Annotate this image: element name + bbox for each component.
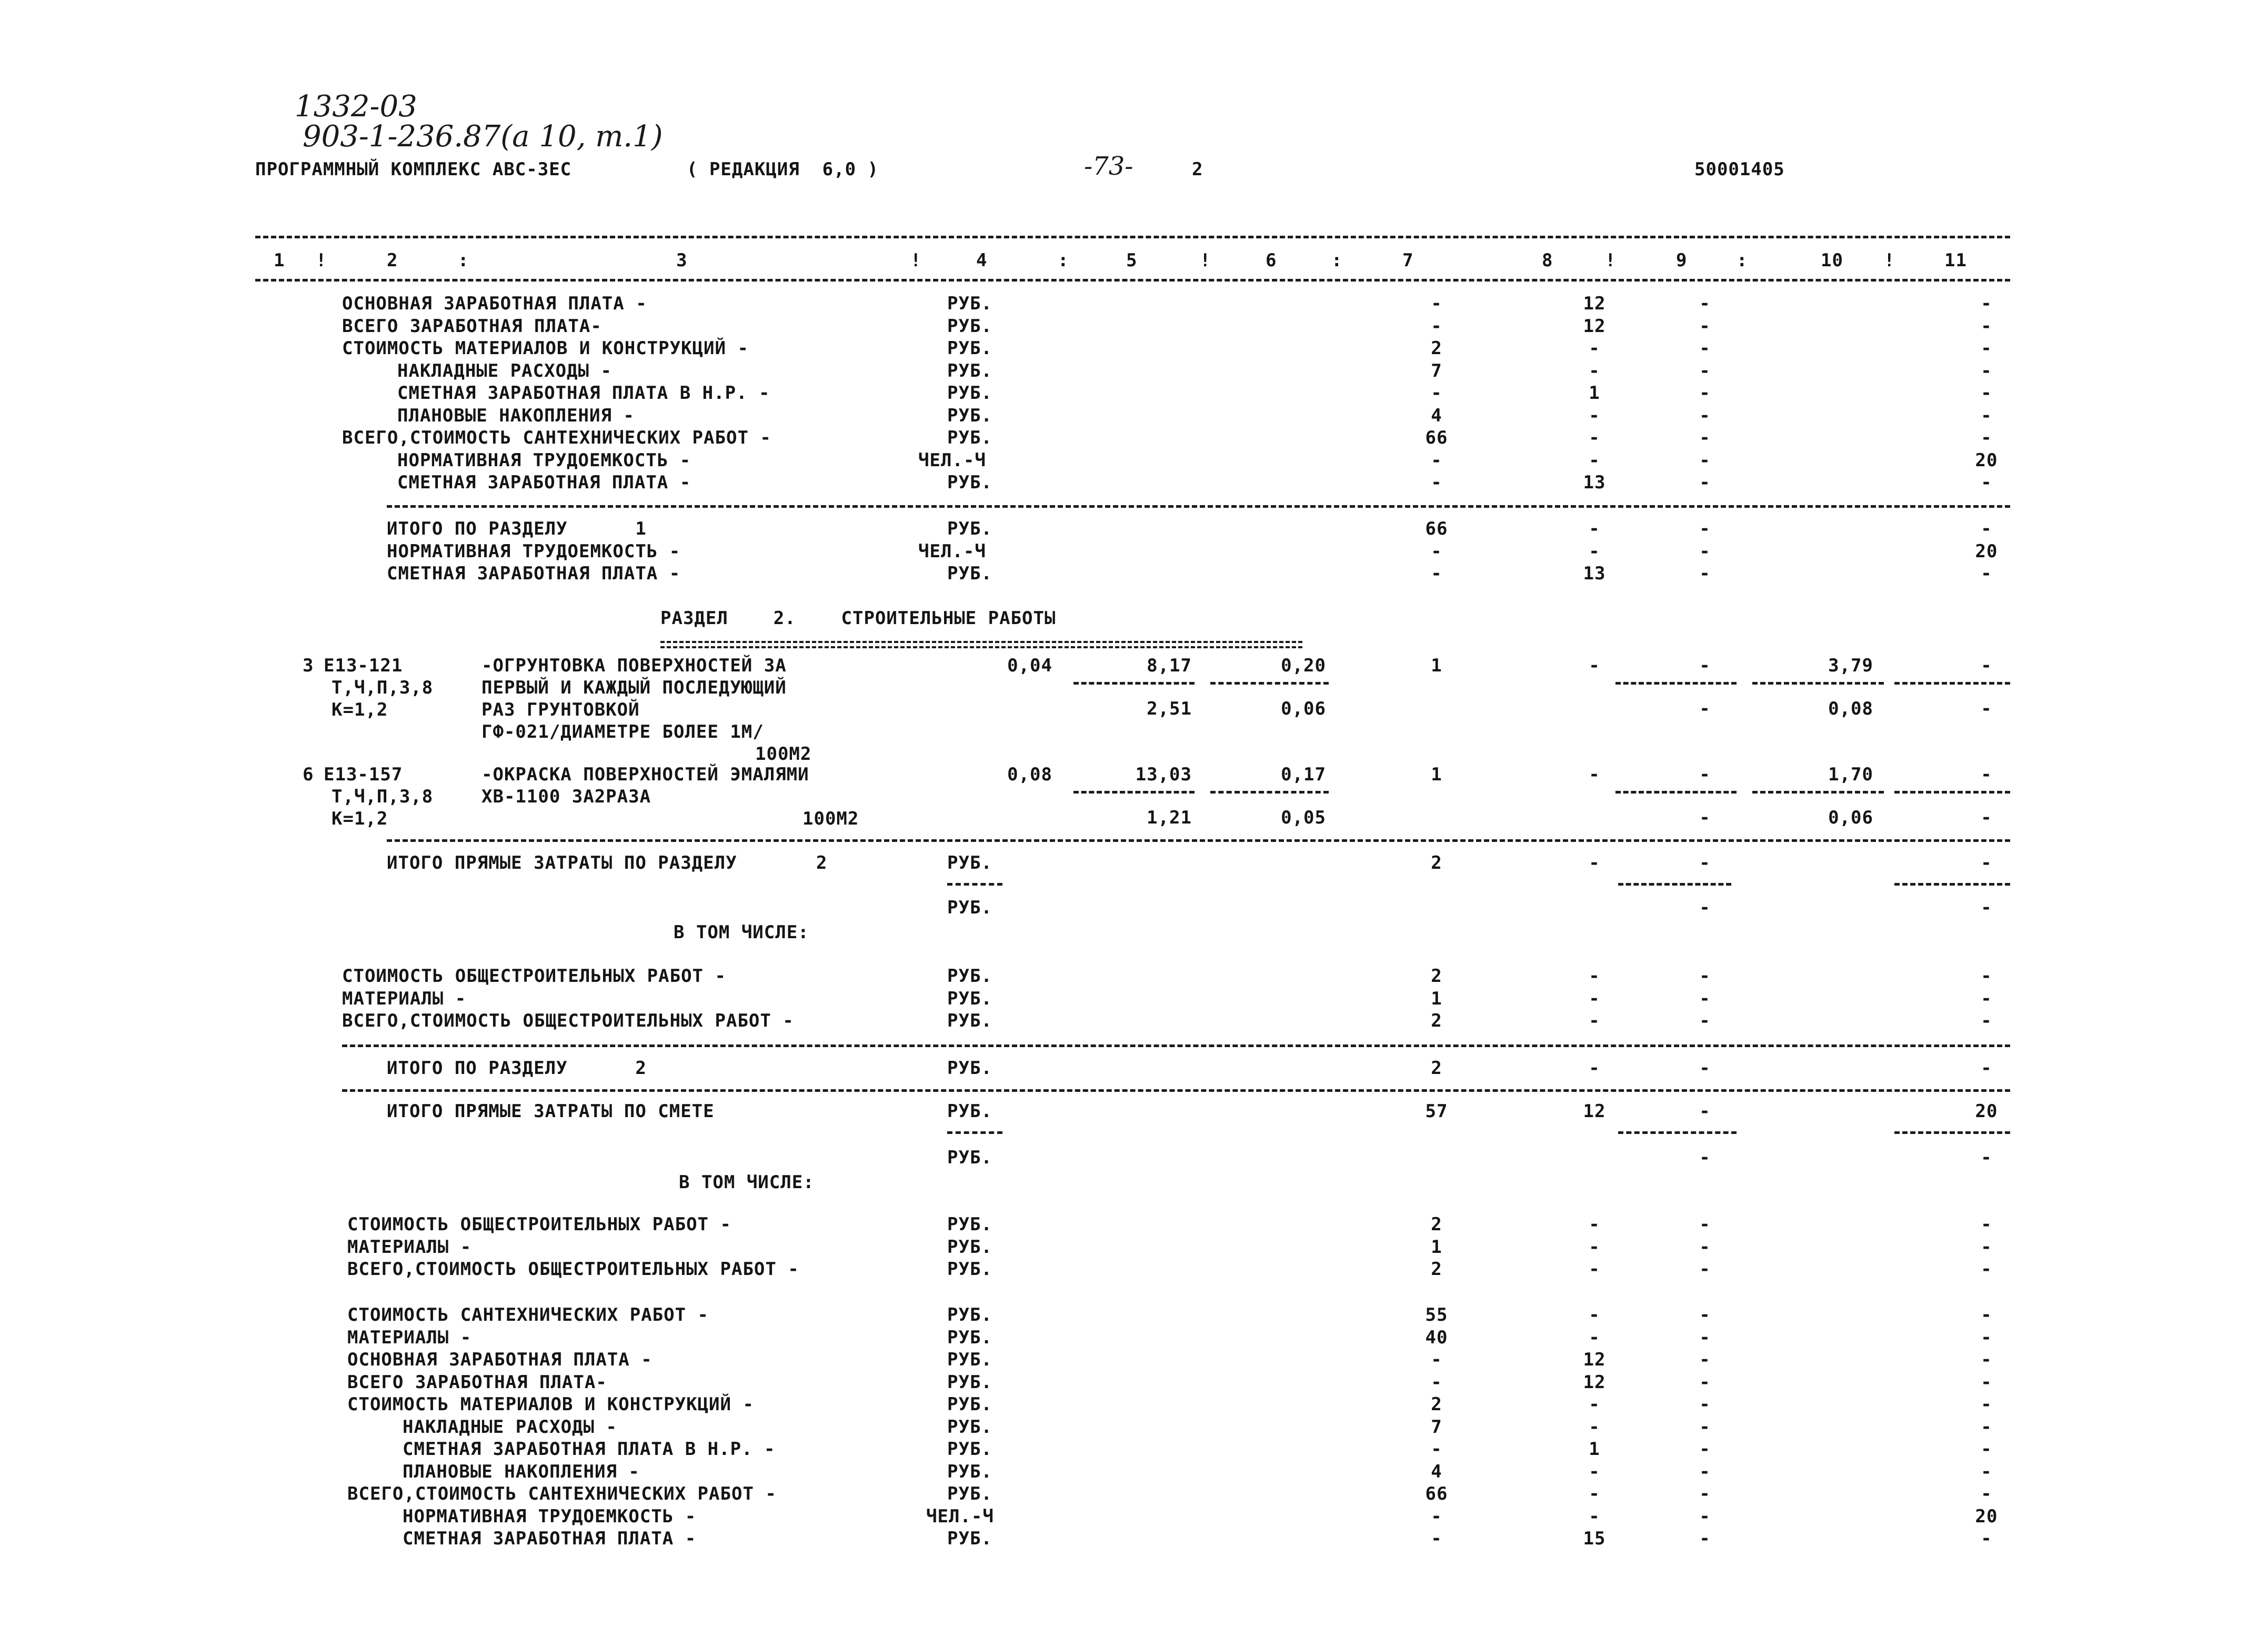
line-item-col7: 66 xyxy=(1425,427,1448,448)
estimate-summary-unit: РУБ. xyxy=(947,1394,992,1415)
estimate-summary-col8: 15 xyxy=(1583,1528,1606,1549)
estimate-breakdown-col9: - xyxy=(1699,1236,1711,1258)
line-item-col8: - xyxy=(1589,427,1600,448)
estimate-item-unit: 100М2 xyxy=(802,808,859,829)
estimate-summary-col7: 66 xyxy=(1425,1483,1448,1504)
unit-price-rule xyxy=(1210,791,1329,794)
estimate-summary-col9: - xyxy=(1699,1371,1711,1393)
estimate-summary-col9: - xyxy=(1699,1528,1711,1549)
estimate-item-unit: 100М2 xyxy=(755,744,812,765)
line-item-col8: - xyxy=(1589,405,1600,426)
estimate-direct-total-col11: 20 xyxy=(1975,1101,1998,1122)
section-total-name: ИТОГО ПО РАЗДЕЛУ 1 xyxy=(387,518,647,539)
line-item-col9: - xyxy=(1699,427,1711,448)
estimate-summary-unit: РУБ. xyxy=(947,1349,992,1370)
estimate-direct-total-col8: 12 xyxy=(1583,1101,1606,1122)
estimate-breakdown-col8: - xyxy=(1589,1214,1600,1235)
breakdown-item-unit: РУБ. xyxy=(947,988,992,1009)
line-item-col7: - xyxy=(1431,383,1442,404)
estimate-summary-col11: - xyxy=(1981,1528,1992,1549)
estimate-item-col10-wage: 0,08 xyxy=(1828,698,1873,719)
estimate-summary-col7: 55 xyxy=(1425,1304,1448,1325)
estimate-summary-col11: - xyxy=(1981,1416,1992,1438)
breakdown-item-col7: 2 xyxy=(1431,1010,1442,1031)
estimate-breakdown-col7: 1 xyxy=(1431,1236,1442,1258)
direct-costs-section-unit-2: РУБ. xyxy=(947,897,992,918)
estimate-summary-col7: - xyxy=(1431,1349,1442,1370)
column-header-5: 5 xyxy=(1126,250,1138,271)
line-item-name: СМЕТНАЯ ЗАРАБОТНАЯ ПЛАТА В Н.Р. - xyxy=(397,383,770,404)
estimate-summary-unit: РУБ. xyxy=(947,1439,992,1460)
estimate-summary-col8: - xyxy=(1589,1327,1600,1348)
estimate-summary-unit: РУБ. xyxy=(947,1416,992,1438)
section2-total-col7: 2 xyxy=(1431,1058,1442,1079)
section-total-col11: 20 xyxy=(1975,540,1998,562)
breakdown-item-col11: - xyxy=(1981,1010,1992,1031)
cost-rule xyxy=(1615,791,1737,794)
estimate-item-col6-wage: 0,05 xyxy=(1281,807,1326,828)
breakdown-item-col8: - xyxy=(1589,1010,1600,1031)
direct-costs-section-col9: - xyxy=(1699,852,1711,873)
estimate-direct-total-col9-2: - xyxy=(1699,1147,1711,1168)
estimate-breakdown-unit: РУБ. xyxy=(947,1259,992,1280)
section-total-col7: - xyxy=(1431,540,1442,562)
estimate-summary-col11: 20 xyxy=(1975,1505,1998,1527)
estimate-summary-col9: - xyxy=(1699,1505,1711,1527)
estimate-summary-col7: - xyxy=(1431,1528,1442,1549)
estimate-summary-name: МАТЕРИАЛЫ - xyxy=(347,1327,472,1348)
line-item-col11: - xyxy=(1981,472,1992,493)
column-separator: ! xyxy=(1200,250,1211,271)
estimate-item-description: ГФ-021/ДИАМЕТРЕ БОЛЕЕ 1М/ xyxy=(481,721,764,742)
line-item-unit: РУБ. xyxy=(947,315,992,337)
line-item-col7: 2 xyxy=(1431,338,1442,359)
estimate-summary-col7: - xyxy=(1431,1505,1442,1527)
estimate-item-col5-wage: 1,21 xyxy=(1147,807,1192,828)
estimate-item-col6: 0,20 xyxy=(1281,655,1326,676)
direct-costs-section-name: ИТОГО ПРЯМЫЕ ЗАТРАТЫ ПО РАЗДЕЛУ 2 xyxy=(387,852,828,873)
line-item-unit: РУБ. xyxy=(947,360,992,381)
section-total-col9: - xyxy=(1699,540,1711,562)
estimate-item-col10-wage: 0,06 xyxy=(1828,807,1873,828)
estimate-item-col11-wage: - xyxy=(1981,807,1992,828)
direct-costs-section-col7: 2 xyxy=(1431,852,1442,873)
breakdown-item-col9: - xyxy=(1699,966,1711,987)
estimate-breakdown-unit: РУБ. xyxy=(947,1214,992,1235)
estimate-summary-col9: - xyxy=(1699,1304,1711,1325)
estimate-breakdown-col11: - xyxy=(1981,1214,1992,1235)
estimate-summary-col9: - xyxy=(1699,1483,1711,1504)
estimate-summary-col8: - xyxy=(1589,1304,1600,1325)
estimate-breakdown-col7: 2 xyxy=(1431,1214,1442,1235)
section-total-unit: ЧЕЛ.-Ч xyxy=(918,540,986,562)
breakdown-item-col7: 1 xyxy=(1431,988,1442,1009)
estimate-summary-col9: - xyxy=(1699,1439,1711,1460)
estimate-item-coefficient: К=1,2 xyxy=(332,808,388,829)
line-item-col7: - xyxy=(1431,315,1442,337)
estimate-item-col6-wage: 0,06 xyxy=(1281,698,1326,719)
line-item-name: НОРМАТИВНАЯ ТРУДОЕМКОСТЬ - xyxy=(397,449,691,471)
estimate-item-col9: - xyxy=(1699,764,1711,785)
cost-rule xyxy=(1894,791,2010,794)
estimate-summary-col8: - xyxy=(1589,1394,1600,1415)
section2-total-name: ИТОГО ПО РАЗДЕЛУ 2 xyxy=(387,1058,647,1079)
line-item-col8: - xyxy=(1589,338,1600,359)
line-item-col11: - xyxy=(1981,315,1992,337)
column-header-11: 11 xyxy=(1944,250,1967,271)
estimate-summary-col9: - xyxy=(1699,1416,1711,1438)
estimate-summary-col9: - xyxy=(1699,1349,1711,1370)
estimate-breakdown-col8: - xyxy=(1589,1236,1600,1258)
line-item-unit: РУБ. xyxy=(947,383,992,404)
estimate-summary-unit: РУБ. xyxy=(947,1327,992,1348)
line-item-col9: - xyxy=(1699,472,1711,493)
estimate-item-coefficient: Т,Ч,П,3,8 xyxy=(332,677,434,698)
estimate-summary-name: НАКЛАДНЫЕ РАСХОДЫ - xyxy=(403,1416,617,1438)
handwritten-archive-number: 1332-03 xyxy=(295,89,417,124)
line-item-col7: 4 xyxy=(1431,405,1442,426)
estimate-summary-name: СМЕТНАЯ ЗАРАБОТНАЯ ПЛАТА - xyxy=(403,1528,697,1549)
column-header-1: 1 xyxy=(274,250,285,271)
line-item-unit: РУБ. xyxy=(947,405,992,426)
document-code: 50001405 xyxy=(1694,159,1785,180)
estimate-item-description: ХВ-1100 ЗА2РАЗА xyxy=(481,786,651,807)
estimate-summary-col8: - xyxy=(1589,1483,1600,1504)
direct-costs-section-col9-2: - xyxy=(1699,897,1711,918)
estimate-summary-col11: - xyxy=(1981,1371,1992,1393)
estimate-breakdown-col11: - xyxy=(1981,1259,1992,1280)
section-total-col7: 66 xyxy=(1425,518,1448,539)
section-total-col9: - xyxy=(1699,518,1711,539)
line-item-col8: - xyxy=(1589,360,1600,381)
unit-price-rule xyxy=(1210,682,1329,685)
estimate-summary-name: ВСЕГО ЗАРАБОТНАЯ ПЛАТА- xyxy=(347,1371,607,1393)
line-item-col11: - xyxy=(1981,383,1992,404)
breakdown-item-col11: - xyxy=(1981,988,1992,1009)
breakdown-item-unit: РУБ. xyxy=(947,1010,992,1031)
estimate-summary-col11: - xyxy=(1981,1439,1992,1460)
table-header-rule xyxy=(255,279,2010,282)
section-total-name: НОРМАТИВНАЯ ТРУДОЕМКОСТЬ - xyxy=(387,540,681,562)
section-total-col8: - xyxy=(1589,540,1600,562)
line-item-col7: - xyxy=(1431,472,1442,493)
breakdown-item-unit: РУБ. xyxy=(947,966,992,987)
section-total-unit: РУБ. xyxy=(947,563,992,584)
line-item-col7: - xyxy=(1431,293,1442,314)
estimate-summary-col11: - xyxy=(1981,1349,1992,1370)
line-item-col8: 12 xyxy=(1583,293,1606,314)
estimate-item-col7: 1 xyxy=(1431,764,1442,785)
line-item-col8: 12 xyxy=(1583,315,1606,337)
estimate-direct-total-unit: РУБ. xyxy=(947,1101,992,1122)
breakdown-item-name: МАТЕРИАЛЫ - xyxy=(342,988,467,1009)
estimate-item-col9-wage: - xyxy=(1699,807,1711,828)
section2-total-unit: РУБ. xyxy=(947,1058,992,1079)
column-header-3: 3 xyxy=(676,250,688,271)
handwritten-page-number: -73- xyxy=(1084,152,1133,181)
cost-rule xyxy=(1894,1131,2010,1134)
estimate-summary-col9: - xyxy=(1699,1394,1711,1415)
section-total-col11: - xyxy=(1981,563,1992,584)
estimate-breakdown-name: МАТЕРИАЛЫ - xyxy=(347,1236,472,1258)
estimate-summary-unit: РУБ. xyxy=(947,1483,992,1504)
breakdown-item-col8: - xyxy=(1589,966,1600,987)
estimate-summary-col8: - xyxy=(1589,1416,1600,1438)
line-item-col8: - xyxy=(1589,449,1600,471)
estimate-summary-col11: - xyxy=(1981,1483,1992,1504)
estimate-summary-unit: РУБ. xyxy=(947,1461,992,1482)
line-item-col11: 20 xyxy=(1975,449,1998,471)
breakdown-item-name: СТОИМОСТЬ ОБЩЕСТРОИТЕЛЬНЫХ РАБОТ - xyxy=(342,966,726,987)
column-separator: : xyxy=(1331,250,1343,271)
line-item-col7: 7 xyxy=(1431,360,1442,381)
estimate-summary-col8: 12 xyxy=(1583,1349,1606,1370)
section-title-underline xyxy=(660,641,1302,648)
estimate-direct-total-col9: - xyxy=(1699,1101,1711,1122)
estimate-item-description: РАЗ ГРУНТОВКОЙ xyxy=(481,699,640,720)
section-total-unit: РУБ. xyxy=(947,518,992,539)
estimate-item-col7: 1 xyxy=(1431,655,1442,676)
estimate-summary-col7: - xyxy=(1431,1371,1442,1393)
column-separator: ! xyxy=(316,250,327,271)
line-item-col11: - xyxy=(1981,338,1992,359)
line-item-col11: - xyxy=(1981,427,1992,448)
estimate-summary-col11: - xyxy=(1981,1327,1992,1348)
section-total-col11: - xyxy=(1981,518,1992,539)
column-separator: : xyxy=(1737,250,1748,271)
estimate-item-col11-wage: - xyxy=(1981,698,1992,719)
line-item-unit: РУБ. xyxy=(947,293,992,314)
estimate-summary-unit: РУБ. xyxy=(947,1371,992,1393)
column-separator: ! xyxy=(910,250,922,271)
estimate-summary-name: СМЕТНАЯ ЗАРАБОТНАЯ ПЛАТА В Н.Р. - xyxy=(403,1439,776,1460)
estimate-item-coefficient: Т,Ч,П,3,8 xyxy=(332,786,434,807)
estimate-summary-name: ВСЕГО,СТОИМОСТЬ САНТЕХНИЧЕСКИХ РАБОТ - xyxy=(347,1483,777,1504)
estimate-item-col10: 1,70 xyxy=(1828,764,1873,785)
estimate-summary-name: ОСНОВНАЯ ЗАРАБОТНАЯ ПЛАТА - xyxy=(347,1349,653,1370)
estimate-item-col9-wage: - xyxy=(1699,698,1711,719)
estimate-item-code: E13-157 xyxy=(324,764,403,785)
line-item-name: ПЛАНОВЫЕ НАКОПЛЕНИЯ - xyxy=(397,405,635,426)
breakdown-item-col7: 2 xyxy=(1431,966,1442,987)
line-item-unit: ЧЕЛ.-Ч xyxy=(918,449,986,471)
section-total-col9: - xyxy=(1699,563,1711,584)
estimate-item-col5-wage: 2,51 xyxy=(1147,698,1192,719)
cost-rule xyxy=(1894,883,2010,886)
estimate-item-col4: 0,08 xyxy=(1007,764,1052,785)
section-total-col8: 13 xyxy=(1583,563,1606,584)
estimate-summary-col7: 40 xyxy=(1425,1327,1448,1348)
column-separator: : xyxy=(1058,250,1069,271)
section-total-col8: - xyxy=(1589,518,1600,539)
including-label: В ТОМ ЧИСЛЕ: xyxy=(674,922,809,943)
estimate-direct-total-name: ИТОГО ПРЯМЫЕ ЗАТРАТЫ ПО СМЕТЕ xyxy=(387,1101,715,1122)
column-header-6: 6 xyxy=(1266,250,1277,271)
line-item-col9: - xyxy=(1699,405,1711,426)
direct-costs-section-col11: - xyxy=(1981,852,1992,873)
estimate-breakdown-col9: - xyxy=(1699,1259,1711,1280)
estimate-breakdown-col9: - xyxy=(1699,1214,1711,1235)
estimate-item-description: ПЕРВЫЙ И КАЖДЫЙ ПОСЛЕДУЮЩИЙ xyxy=(481,677,787,698)
line-item-name: НАКЛАДНЫЕ РАСХОДЫ - xyxy=(397,360,612,381)
estimate-summary-col7: 4 xyxy=(1431,1461,1442,1482)
estimate-summary-col11: - xyxy=(1981,1304,1992,1325)
column-separator: ! xyxy=(1605,250,1617,271)
column-separator: : xyxy=(458,250,469,271)
column-separator: ! xyxy=(1884,250,1895,271)
estimate-summary-unit: РУБ. xyxy=(947,1528,992,1549)
breakdown-rule xyxy=(342,1045,2010,1047)
unit-price-rule xyxy=(1073,791,1195,794)
section-items-rule xyxy=(387,839,2010,842)
unit-rule xyxy=(947,883,1002,886)
section-title: РАЗДЕЛ 2. СТРОИТЕЛЬНЫЕ РАБОТЫ xyxy=(660,608,1056,629)
program-edition: ( РЕДАКЦИЯ 6,0 ) xyxy=(687,159,879,180)
direct-costs-section-col8: - xyxy=(1589,852,1600,873)
cost-rule xyxy=(1752,682,1884,685)
line-item-col9: - xyxy=(1699,383,1711,404)
estimate-breakdown-name: СТОИМОСТЬ ОБЩЕСТРОИТЕЛЬНЫХ РАБОТ - xyxy=(347,1214,731,1235)
line-item-col9: - xyxy=(1699,360,1711,381)
cost-rule xyxy=(1615,682,1737,685)
line-item-col11: - xyxy=(1981,360,1992,381)
section2-total-rule xyxy=(342,1089,2010,1092)
estimate-item-col10: 3,79 xyxy=(1828,655,1873,676)
line-item-unit: РУБ. xyxy=(947,338,992,359)
estimate-summary-name: СТОИМОСТЬ МАТЕРИАЛОВ И КОНСТРУКЦИЙ - xyxy=(347,1394,754,1415)
line-item-col11: - xyxy=(1981,293,1992,314)
estimate-breakdown-name: ВСЕГО,СТОИМОСТЬ ОБЩЕСТРОИТЕЛЬНЫХ РАБОТ - xyxy=(347,1259,799,1280)
cost-rule xyxy=(1752,791,1884,794)
column-header-2: 2 xyxy=(387,250,398,271)
estimate-item-number: 6 xyxy=(303,764,314,785)
estimate-breakdown-col7: 2 xyxy=(1431,1259,1442,1280)
estimate-item-coefficient: К=1,2 xyxy=(332,699,388,720)
breakdown-item-col9: - xyxy=(1699,988,1711,1009)
estimate-breakdown-col8: - xyxy=(1589,1259,1600,1280)
line-item-col9: - xyxy=(1699,293,1711,314)
table-top-rule xyxy=(255,236,2010,238)
including-label: В ТОМ ЧИСЛЕ: xyxy=(679,1172,815,1193)
estimate-summary-col8: 1 xyxy=(1589,1439,1600,1460)
column-header-8: 8 xyxy=(1542,250,1553,271)
section2-total-col8: - xyxy=(1589,1058,1600,1079)
breakdown-item-col9: - xyxy=(1699,1010,1711,1031)
estimate-summary-col11: - xyxy=(1981,1461,1992,1482)
estimate-summary-col7: - xyxy=(1431,1439,1442,1460)
line-item-col9: - xyxy=(1699,315,1711,337)
estimate-summary-col9: - xyxy=(1699,1327,1711,1348)
estimate-summary-name: СТОИМОСТЬ САНТЕХНИЧЕСКИХ РАБОТ - xyxy=(347,1304,709,1325)
estimate-direct-total-unit-2: РУБ. xyxy=(947,1147,992,1168)
breakdown-item-col11: - xyxy=(1981,966,1992,987)
line-item-col7: - xyxy=(1431,449,1442,471)
section2-total-col11: - xyxy=(1981,1058,1992,1079)
estimate-item-number: 3 xyxy=(303,655,314,676)
estimate-item-col9: - xyxy=(1699,655,1711,676)
estimate-item-col5: 13,03 xyxy=(1135,764,1192,785)
column-header-9: 9 xyxy=(1676,250,1688,271)
estimate-summary-name: ПЛАНОВЫЕ НАКОПЛЕНИЯ - xyxy=(403,1461,640,1482)
line-item-col8: 1 xyxy=(1589,383,1600,404)
line-item-col9: - xyxy=(1699,338,1711,359)
cost-rule xyxy=(1618,883,1731,886)
handwritten-project-code: 903-1-236.87(а 10, т.1) xyxy=(303,119,663,154)
estimate-item-col5: 8,17 xyxy=(1147,655,1192,676)
section-total-col7: - xyxy=(1431,563,1442,584)
line-item-col8: 13 xyxy=(1583,472,1606,493)
estimate-summary-col11: - xyxy=(1981,1394,1992,1415)
estimate-summary-col8: 12 xyxy=(1583,1371,1606,1393)
section2-total-col9: - xyxy=(1699,1058,1711,1079)
unit-price-rule xyxy=(1073,682,1195,685)
line-item-col11: - xyxy=(1981,405,1992,426)
line-item-name: СМЕТНАЯ ЗАРАБОТНАЯ ПЛАТА - xyxy=(397,472,691,493)
estimate-item-col8: - xyxy=(1589,655,1600,676)
estimate-item-description: -ОКРАСКА ПОВЕРХНОСТЕЙ ЭМАЛЯМИ xyxy=(481,764,809,785)
sheet-number: 2 xyxy=(1192,159,1203,180)
column-header-7: 7 xyxy=(1402,250,1414,271)
estimate-item-col11: - xyxy=(1981,655,1992,676)
estimate-item-col8: - xyxy=(1589,764,1600,785)
unit-rule xyxy=(947,1131,1002,1134)
estimate-direct-total-col7: 57 xyxy=(1425,1101,1448,1122)
estimate-summary-col7: 7 xyxy=(1431,1416,1442,1438)
estimate-summary-col9: - xyxy=(1699,1461,1711,1482)
estimate-summary-col8: - xyxy=(1589,1505,1600,1527)
breakdown-item-name: ВСЕГО,СТОИМОСТЬ ОБЩЕСТРОИТЕЛЬНЫХ РАБОТ - xyxy=(342,1010,794,1031)
direct-costs-section-col11-2: - xyxy=(1981,897,1992,918)
line-item-unit: РУБ. xyxy=(947,427,992,448)
column-header-4: 4 xyxy=(976,250,988,271)
estimate-summary-unit: РУБ. xyxy=(947,1304,992,1325)
line-item-col9: - xyxy=(1699,449,1711,471)
estimate-item-col11: - xyxy=(1981,764,1992,785)
direct-costs-section-unit: РУБ. xyxy=(947,852,992,873)
breakdown-item-col8: - xyxy=(1589,988,1600,1009)
estimate-item-col6: 0,17 xyxy=(1281,764,1326,785)
cost-rule xyxy=(1618,1131,1737,1134)
estimate-item-col4: 0,04 xyxy=(1007,655,1052,676)
subtotal-rule xyxy=(387,505,2010,508)
cost-rule xyxy=(1894,682,2010,685)
line-item-unit: РУБ. xyxy=(947,472,992,493)
estimate-breakdown-col11: - xyxy=(1981,1236,1992,1258)
estimate-summary-col8: - xyxy=(1589,1461,1600,1482)
line-item-name: ВСЕГО ЗАРАБОТНАЯ ПЛАТА- xyxy=(342,315,602,337)
column-header-10: 10 xyxy=(1821,250,1843,271)
estimate-summary-unit: ЧЕЛ.-Ч xyxy=(926,1505,994,1527)
estimate-summary-name: НОРМАТИВНАЯ ТРУДОЕМКОСТЬ - xyxy=(403,1505,697,1527)
line-item-name: СТОИМОСТЬ МАТЕРИАЛОВ И КОНСТРУКЦИЙ - xyxy=(342,338,749,359)
estimate-breakdown-unit: РУБ. xyxy=(947,1236,992,1258)
estimate-direct-total-col11-2: - xyxy=(1981,1147,1992,1168)
estimate-item-code: E13-121 xyxy=(324,655,403,676)
estimate-summary-col7: 2 xyxy=(1431,1394,1442,1415)
line-item-name: ВСЕГО,СТОИМОСТЬ САНТЕХНИЧЕСКИХ РАБОТ - xyxy=(342,427,771,448)
estimate-item-description: -ОГРУНТОВКА ПОВЕРХНОСТЕЙ ЗА xyxy=(481,655,787,676)
section-total-name: СМЕТНАЯ ЗАРАБОТНАЯ ПЛАТА - xyxy=(387,563,681,584)
program-name: ПРОГРАММНЫЙ КОМПЛЕКС АВС-3ЕС xyxy=(255,159,572,180)
line-item-name: ОСНОВНАЯ ЗАРАБОТНАЯ ПЛАТА - xyxy=(342,293,647,314)
